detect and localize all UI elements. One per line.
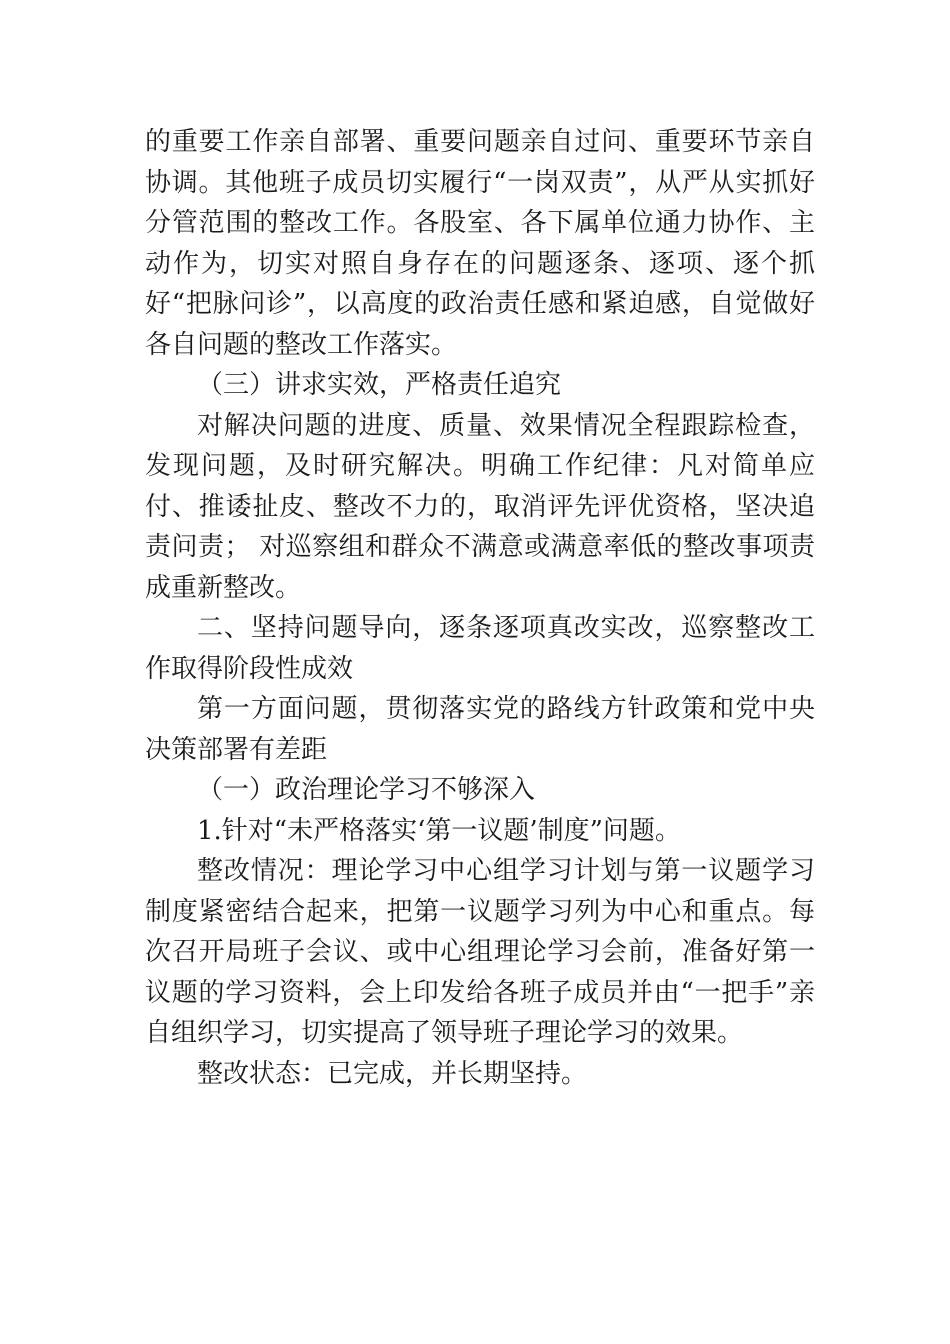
rectification-situation-paragraph: 整改情况：理论学习中心组学习计划与第一议题学习制度紧密结合起来，把第一议题学习列为中心和重点。每次召开局班子会议、或中心组理论学习会前，准备好第一议题的学习资料，会上印发给各班子成员并由“一把手”亲自组织学习，切实提高了领导班子理论学习的效果。 [145, 856, 815, 1048]
subsection-heading-one: （一）政治理论学习不够深入 [197, 775, 536, 805]
issue-item-heading: 1.针对“未严格落实‘第一议题’制度”问题。 [197, 815, 681, 846]
document-body [145, 122, 815, 1094]
paragraph-accountability: 对解决问题的进度、质量、效果情况全程跟踪检查，发现问题，及时研究解决。明确工作纪律：凡对简单应付、推诿扯皮、整改不力的，取消评先评优资格，坚决追责问责； 对巡察组和群众不满意或满意率低的整改事项责成重新整改。 [145, 410, 815, 603]
rectification-status-paragraph: 整改状态：已完成，并长期坚持。 [197, 1058, 588, 1089]
section-heading-three: （三）讲求实效，严格责任追究 [197, 370, 562, 400]
section-heading-two: 二、坚持问题导向，逐条逐项真改实改，巡察整改工作取得阶段性成效 [145, 613, 815, 684]
problem-category-heading: 第一方面问题，贯彻落实党的路线方针政策和党中央决策部署有差距 [145, 694, 815, 765]
paragraph-continuation: 的重要工作亲自部署、重要问题亲自过问、重要环节亲自协调。其他班子成员切实履行“一岗双责”，从严从实抓好分管范围的整改工作。各股室、各下属单位通力协作、主动作为，切实对照自身存在的问题逐条、逐项、逐个抓好“把脉问诊”，以高度的政治责任感和紧迫感，自觉做好各自问题的整改工作落实。 [145, 127, 815, 360]
